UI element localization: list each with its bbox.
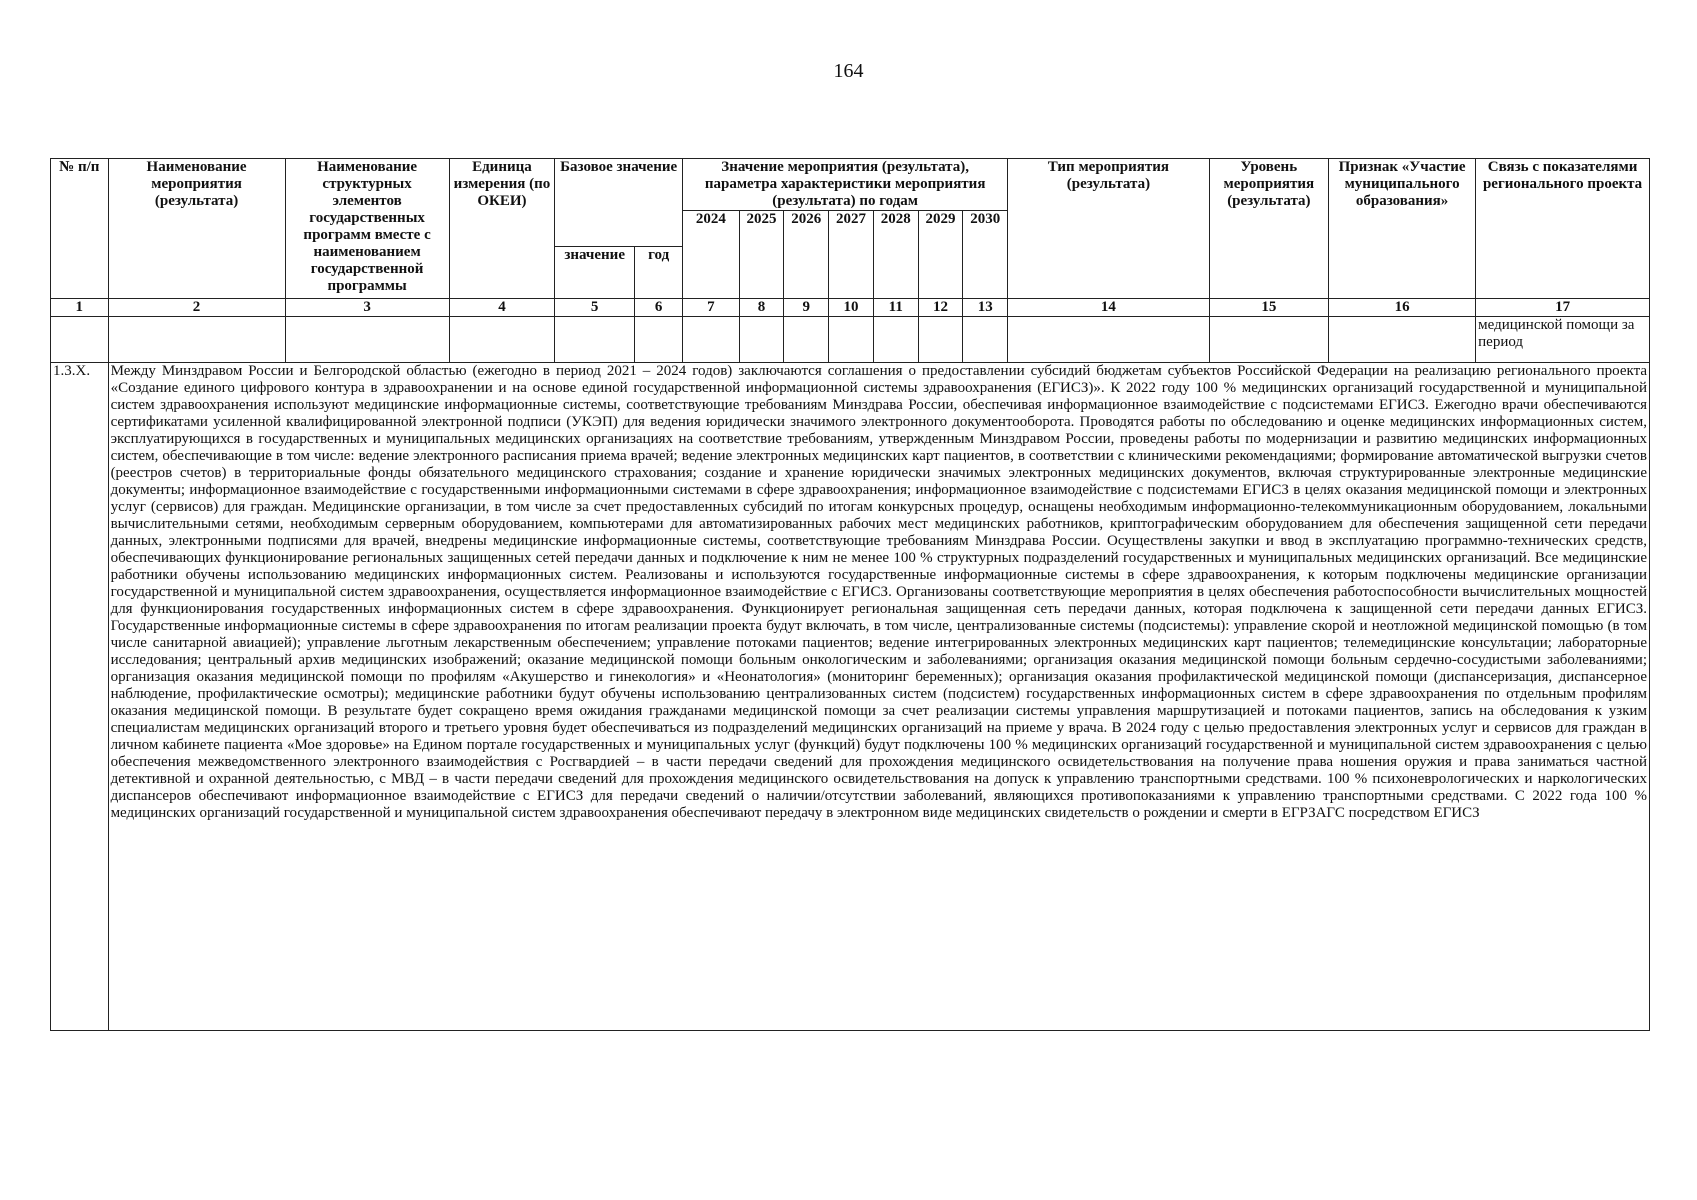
header-base-value-value: значение [555, 247, 635, 299]
row-description: Между Минздравом России и Белгородской областью (ежегодно в период 2021 – 2024 годов) заключаются соглашения о предоставлении субсидий бюджетам субъектов Российской Федерации на реализацию регионального проекта «Создание единого цифрового контура в здравоохранении и на основе единой государственной информационной системы здравоохранения (ЕГИСЗ)». К 2022 году 100 % медицинских организаций государственной и муниципальной систем здравоохранения используют медицинские информационные системы, соответствующие требованиям Минздрава России, обеспечивая информационное взаимодействие с подсистемами ЕГИСЗ. Ежегодно врачи обеспечиваются сертификатами усиленной квалифицированной электронной подписи (УКЭП) для ведения юридически значимого электронного документооборота. Проводятся работы по обследованию и оценке медицинских информационных систем, эксплуатирующихся в государственных и муниципальных медицинских организациях на соответствие требованиям, утвержденным Минздравом России, проведены работы по модернизации и развитию медицинских информационных систем, обеспечивающие в том числе: ведение электронного расписания приема врачей; ведение электронных медицинских карт пациентов, в соответствии с клиническими рекомендациями; формирование автоматической выгрузки счетов (реестров счетов) в территориальные фонды обязательного медицинского страхования; создание и хранение юридически значимых электронных медицинских документов, включая структурированные электронные медицинские документы; информационное взаимодействие с государственными информационными системами в сфере здравоохранения; информационное взаимодействие с подсистемами ЕГИСЗ в целях оказания медицинской помощи и электронных услуг (сервисов) для граждан. Медицинские организации, в том числе за счет предоставленных субсидий по итогам конкурсных процедур, оснащены необходимым информационно-телекоммуникационным оборудованием, локальными вычислительными сетями, необходимым серверным оборудованием, компьютерами для автоматизированных рабочих мест медицинских работников, криптографическим оборудованием для обеспечения защищенной сети передачи данных, электронными подписями для врачей, внедрены медицинские информационные системы, соответствующие требованиям Минздрава России. Осуществлены закупки и ввод в эксплуатацию программно-технических средств, обеспечивающих функционирование региональных защищенных сетей передачи данных и подключение к ним не менее 100 % структурных подразделений государственных и муниципальных медицинских организаций. Все медицинские работники обучены использованию медицинских информационных систем. Реализованы и используются государственные информационные системы в сфере здравоохранения, к которым подключены медицинские организации государственной и муниципальной систем здравоохранения, осуществляется информационное взаимодействие с ЕГИСЗ. Организованы соответствующие мероприятия в целях обеспечения работоспособности вычислительных мощностей для функционирования государственных информационных систем в сфере здравоохранения. Функционирует региональная защищенная сеть передачи данных, которая подключена к защищенной сети передачи данных ЕГИСЗ. Государственные информационные системы в сфере здравоохранения по итогам реализации проекта будут включать, в том числе, централизованные системы (подсистемы): управление скорой и неотложной медицинской помощью (в том числе санитарной авиацией); управление льготным лекарственным обеспечением; управление потоками пациентов; ведение интегрированных электронных медицинских карт пациентов; телемедицинские консультации; лабораторные исследования; центральный архив медицинских изображений; оказание медицинской помощи больным онкологическим и заболеваниями; организация оказания медицинской помощи больным сердечно-сосудистыми заболеваниями; организация оказания медицинской помощи по профилям «Акушерство и гинекология» и «Неонатология» (мониторинг беременных); организация оказания профилактической медицинской помощи (диспансеризация, диспансерное наблюдение, профилактические осмотры); медицинские работники будут обучены использованию централизованных систем (подсистем) государственных информационных систем в сфере здравоохранения по отдельным профилям оказания медицинской помощи. В результате будет сокращено время ожидания гражданами медицинской помощи за счет реализации системы управления маршрутизацией и потоками пациентов, запись на обследования к узким специалистам медицинских организаций второго и третьего уровня будет обеспечиваться из подразделений медицинских организаций на приеме у врача. В 2024 году с целью предоставления электронных услуг и сервисов для граждан в личном кабинете пациента «Мое здоровье» на Едином портале государственных и муниципальных услуг (функций) будут подключены 100 % медицинских организаций государственной и муниципальной систем здравоохранения с целью обеспечения межведомственного электронного взаимодействия с Росгвардией – в части передачи сведений для прохождения медицинского освидетельствования на получение права ношения оружия и права заниматься частной детективной и охранной деятельностью, с МВД – в части передачи сведений для прохождения медицинского освидетельствования на допуск к управлению транспортными средствами. 100 % психоневрологических и наркологических диспансеров обеспечивают информационное взаимодействие с ЕГИСЗ для передачи сведений о наличии/отсутствии заболеваний, являющихся противопоказаниями к управлению транспортными средствами. С 2022 года 100 % медицинских организаций государственной и муниципальной систем здравоохранения обеспечивают передачу в электронном виде медицинских свидетельств о рождении и смерти в ЕГРЗАГС посредством ЕГИСЗ [108, 363, 1649, 1031]
column-number: 5 [555, 299, 635, 317]
column-number: 14 [1008, 299, 1209, 317]
column-number: 11 [873, 299, 918, 317]
column-number: 1 [51, 299, 109, 317]
table-row [51, 363, 1650, 1031]
page-number: 164 [833, 60, 864, 82]
column-number-row [51, 299, 1650, 317]
column-number: 7 [683, 299, 739, 317]
measures-table [50, 158, 1650, 1031]
year-header: 2028 [873, 211, 918, 299]
year-header: 2027 [829, 211, 874, 299]
header-number: № п/п [51, 159, 109, 299]
header-base-value-year: год [635, 247, 683, 299]
header-unit: Единица измерения (по ОКЕИ) [449, 159, 555, 299]
column-number: 10 [829, 299, 874, 317]
column-number: 9 [784, 299, 829, 317]
header-measure-name: Наименование мероприятия (результата) [108, 159, 285, 299]
column-number: 15 [1209, 299, 1328, 317]
column-number: 2 [108, 299, 285, 317]
column-number: 13 [963, 299, 1008, 317]
year-header: 2029 [918, 211, 963, 299]
continuation-row [51, 317, 1650, 363]
header-measure-type: Тип мероприятия (результата) [1008, 159, 1209, 299]
header-measure-level: Уровень мероприятия (результата) [1209, 159, 1328, 299]
column-number: 17 [1476, 299, 1650, 317]
header-values-by-year: Значение мероприятия (результата), параметра характеристики мероприятия (результата) по годам [683, 159, 1008, 211]
column-number: 8 [739, 299, 784, 317]
header-regional-link: Связь с показателями регионального проекта [1476, 159, 1650, 299]
row-label: 1.3.Х. [51, 363, 109, 1031]
year-header: 2026 [784, 211, 829, 299]
column-number: 3 [285, 299, 449, 317]
column-number: 12 [918, 299, 963, 317]
continuation-cell: медицинской помощи за период [1476, 317, 1650, 363]
header-structural-elements: Наименование структурных элементов государственных программ вместе с наименованием государственной программы [285, 159, 449, 299]
year-header: 2030 [963, 211, 1008, 299]
header-municipal-participation: Признак «Участие муниципального образования» [1329, 159, 1476, 299]
column-number: 16 [1329, 299, 1476, 317]
column-number: 6 [635, 299, 683, 317]
column-number: 4 [449, 299, 555, 317]
header-base-value: Базовое значение [555, 159, 683, 247]
year-header: 2025 [739, 211, 784, 299]
year-header: 2024 [683, 211, 739, 299]
